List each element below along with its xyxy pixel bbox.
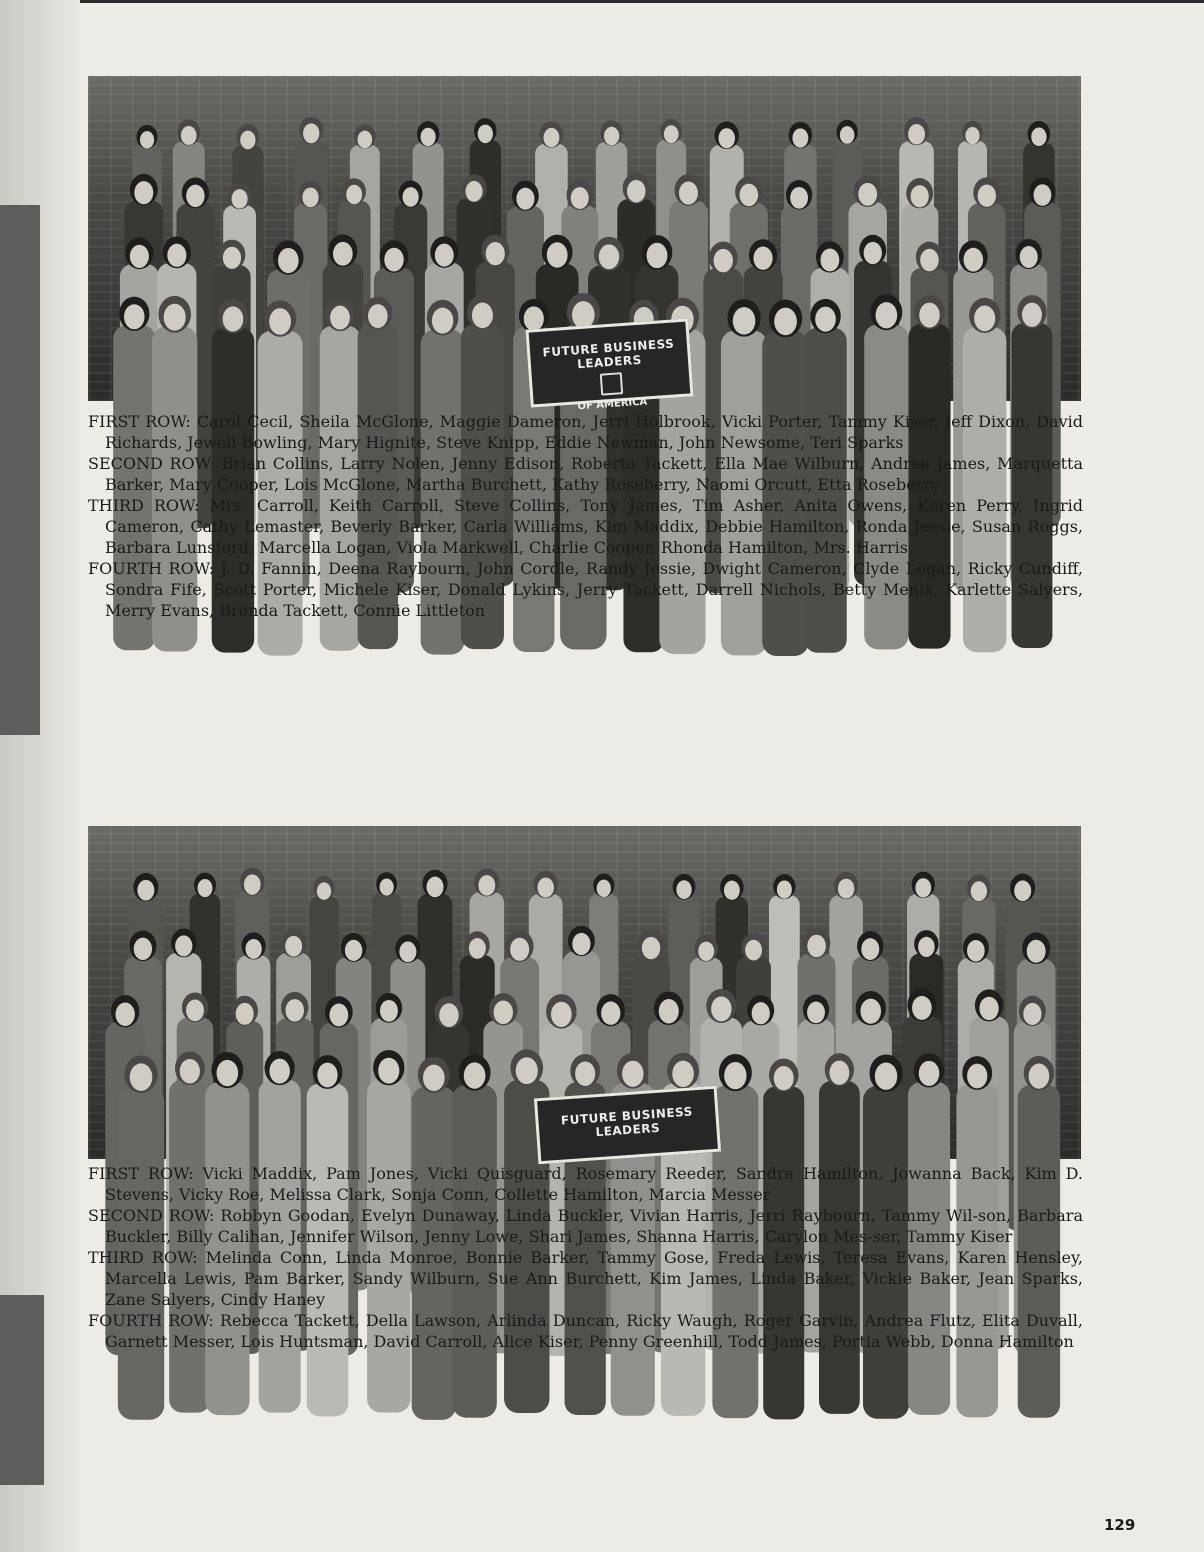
facing-page-gutter (0, 0, 80, 1552)
gutter-photo-edge (0, 205, 40, 735)
caption-bottom (88, 1163, 1083, 1352)
banner-line-2: OF AMERICA (577, 396, 648, 413)
fbla-banner (525, 318, 693, 413)
caption-top (88, 411, 1083, 621)
caption-third-row: THIRD ROW: Melinda Conn, Linda Monroe, Bonnie Barker, Tammy Gose, Freda Lewis, Teresa Evans, Karen Hensley, Marcella Lewis, Pam Barker, Sandy Wilburn, Sue Ann Burchett, Kim James, Linda Baker, Vickie Baker, Jean Sparks, Zane Salyers, Cindy Haney (88, 1248, 1083, 1309)
caption-first-row: FIRST ROW: Vicki Maddix, Pam Jones, Vicki Quisguard, Rosemary Reeder, Sandra Hamilton, Jowanna Back, Kim D. Stevens, Vicky Roe, Melissa Clark, Sonja Conn, Collette Hamilton, Marcia Messer (88, 1164, 1083, 1204)
caption-second-row: SECOND ROW: Robbyn Goodan, Evelyn Dunaway, Linda Buckler, Vivian Harris, Jerri Raybourn, Tammy Wil-son, Barbara Buckler, Billy Calihan, Jennifer Wilson, Jenny Lowe, Shari James, Shanna Harris, Carylon Mes-ser, Tammy Kiser (88, 1206, 1083, 1246)
banner-seal-icon (599, 372, 622, 395)
banner-line-1: FUTURE BUSINESS LEADERS (560, 1104, 694, 1140)
caption-third-row: THIRD ROW: Mrs. Carroll, Keith Carroll, Steve Collins, Tony James, Tim Asher, Anita Owens, Karen Perry, Ingrid Cameron, Cathy Lemaster, Beverly Barker, Carla Williams, Kim Maddix, Debbie Hamilton, Ronda Jessie, Susan Roggs, Barbara Lunsford, Marcella Logan, Viola Markwell, Charlie Cooper, Rhonda Hamilton, Mrs. Harris (88, 496, 1083, 557)
page-top-edge (0, 0, 1204, 3)
group-photo-top (88, 76, 1081, 413)
caption-first-row: FIRST ROW: Carol Cecil, Sheila McGlone, Maggie Dameron, Jerri Holbrook, Vicki Porter, Tammy Kiser, Jeff Dixon, David Richards, Jewell Bowling, Mary Hignite, Steve Knipp, Eddie Newman, John Newsome, Teri Sparks (88, 412, 1083, 452)
page-number: 129 (1104, 1516, 1136, 1534)
caption-fourth-row: FOURTH ROW: Rebecca Tackett, Della Lawson, Arlinda Duncan, Ricky Waugh, Roger Garvin, Andrea Flutz, Elita Duvall, Garnett Messer, Lois Huntsman, David Carroll, Alice Kiser, Penny Greenhill, Todd James, Portia Webb, Donna Hamilton (88, 1311, 1083, 1351)
caption-second-row: SECOND ROW: Brian Collins, Larry Nolen, Jenny Edison, Roberta Tackett, Ella Mae Wilburn, Andrea James, Marquetta Barker, Mary Cooper, Lois McGlone, Martha Burchett, Kathy Roseberry, Naomi Orcutt, Etta Roseberry (88, 454, 1083, 494)
caption-fourth-row: FOURTH ROW: J. D. Fannin, Deena Raybourn, John Cordle, Randy Jessie, Dwight Cameron, Clyde Logan, Ricky Cundiff, Sondra Fife, Scott Porter, Michele Kiser, Donald Lykins, Jerry Tackett, Darrell Nichols, Betty Menix, Karlette Salyers, Merry Evans, Brenda Tackett, Connie Littleton (88, 559, 1083, 620)
fbla-banner (534, 1086, 721, 1165)
gutter-photo-edge (0, 1295, 44, 1485)
group-photo-bottom (88, 826, 1081, 1159)
banner-line-1: FUTURE BUSINESS LEADERS (542, 336, 675, 372)
